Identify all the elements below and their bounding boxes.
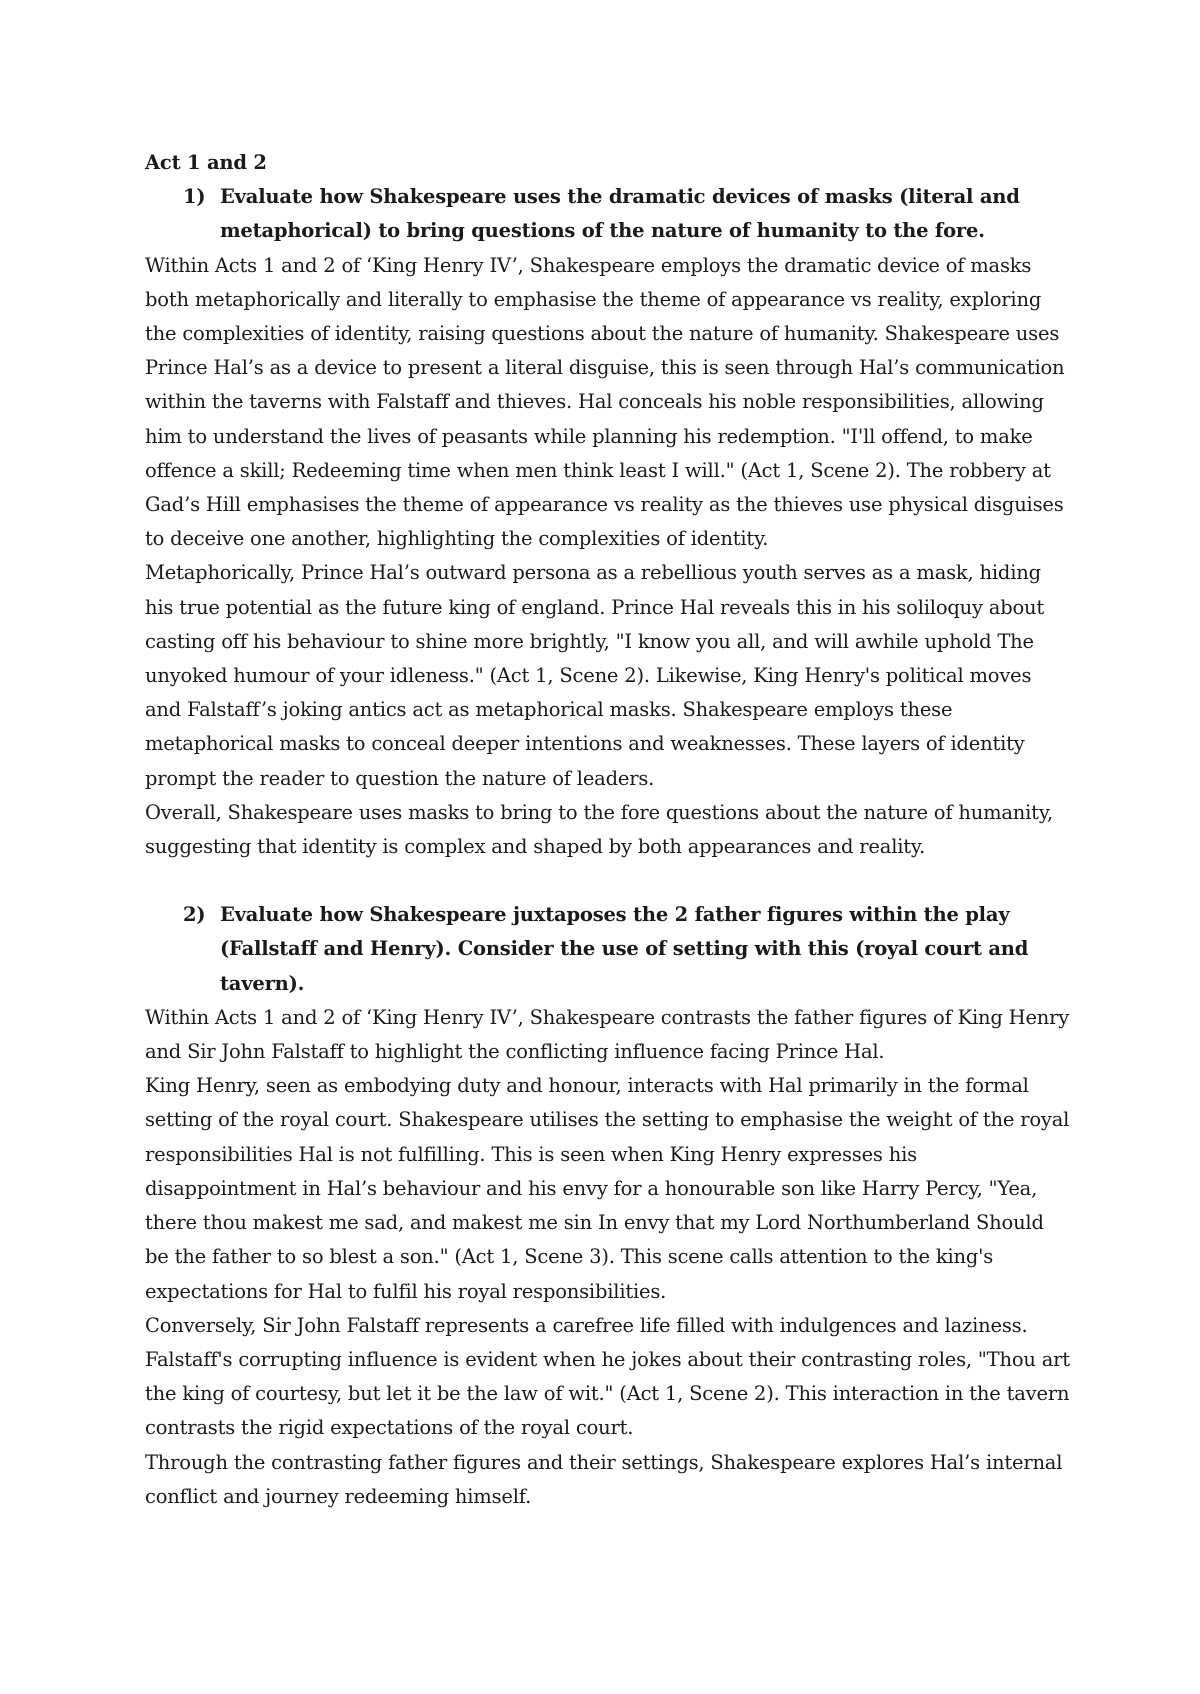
section-2-paragraph: King Henry, seen as embodying duty and honour, interacts with Hal primarily in the formal setting of the royal court. Shakespeare utilises the setting to emphasise the weight of the royal responsibilities Hal is not fulfilling. This is seen when King Henry expresses his disappointment in Hal’s behaviour and his envy for a honourable son like Harry Percy, "Yea, there thou makest me sad, and makest me sin In envy that my Lord Northumberland Should be the father to so blest a son." (Act 1, Scene 3). This scene calls attention to the king's expectations for Hal to fulfil his royal responsibilities. [145,1074,1070,1303]
section-1-paragraph: Overall, Shakespeare uses masks to bring to the fore questions about the nature of humanity, suggesting that identity is complex and shaped by both appearances and reality. [145,800,1054,859]
section-1 [145,180,1070,864]
section-2-paragraph: Conversely, Sir John Falstaff represents a carefree life filled with indulgences and laziness. Falstaff's corrupting influence is evident when he jokes about their contrasting roles, "Thou art the king of courtesy, but let it be the law of wit." (Act 1, Scene 2). This interaction in the tavern contrasts the rigid expectations of the royal court. [145,1313,1070,1440]
question-1-number: 1) [183,185,206,209]
question-1 [145,180,1070,248]
document-heading: Act 1 and 2 [145,151,267,174]
section-spacer [145,864,1070,898]
section-1-paragraph: Metaphorically, Prince Hal’s outward persona as a rebellious youth serves as a mask, hiding his true potential as the future king of england. Prince Hal reveals this in his soliloquy about casting off his behaviour to shine more brightly, "I know you all, and will awhile uphold The unyoked humour of your idleness." (Act 1, Scene 2). Likewise, King Henry's political moves and Falstaff’s joking antics act as metaphorical masks. Shakespeare employs these metaphorical masks to conceal deeper intentions and weaknesses. These layers of identity prompt the reader to question the nature of leaders. [145,561,1045,790]
question-2-text: Evaluate how Shakespeare juxtaposes the 2 father figures within the play (Fallstaff and Henry). Consider the use of setting with this (royal court and tavern). [220,903,1029,995]
question-2-number: 2) [183,903,206,927]
section-2-paragraph: Within Acts 1 and 2 of ‘King Henry IV’, Shakespeare contrasts the father figures of King Henry and Sir John Falstaff to highlight the conflicting influence facing Prince Hal. [145,1005,1070,1064]
document-page [145,146,1070,1514]
question-1-text: Evaluate how Shakespeare uses the dramatic devices of masks (literal and metaphorical) to bring questions of the nature of humanity to the fore. [220,185,1020,243]
section-2-paragraph: Through the contrasting father figures and their settings, Shakespeare explores Hal’s internal conflict and journey redeeming himself. [145,1450,1063,1508]
section-1-paragraph: Within Acts 1 and 2 of ‘King Henry IV’, Shakespeare employs the dramatic device of masks both metaphorically and literally to emphasise the theme of appearance vs reality, exploring the complexities of identity, raising questions about the nature of humanity. Shakespeare uses Prince Hal’s as a device to present a literal disguise, this is seen through Hal’s communication within the taverns with Falstaff and thieves. Hal conceals his noble responsibilities, allowing him to understand the lives of peasants while planning his redemption. "I'll offend, to make offence a skill; Redeeming time when men think least I will." (Act 1, Scene 2). The robbery at Gad’s Hill emphasises the theme of appearance vs reality as the thieves use physical disguises to deceive one another, highlighting the complexities of identity. [145,253,1065,551]
question-2 [145,898,1070,1001]
section-2 [145,898,1070,1514]
